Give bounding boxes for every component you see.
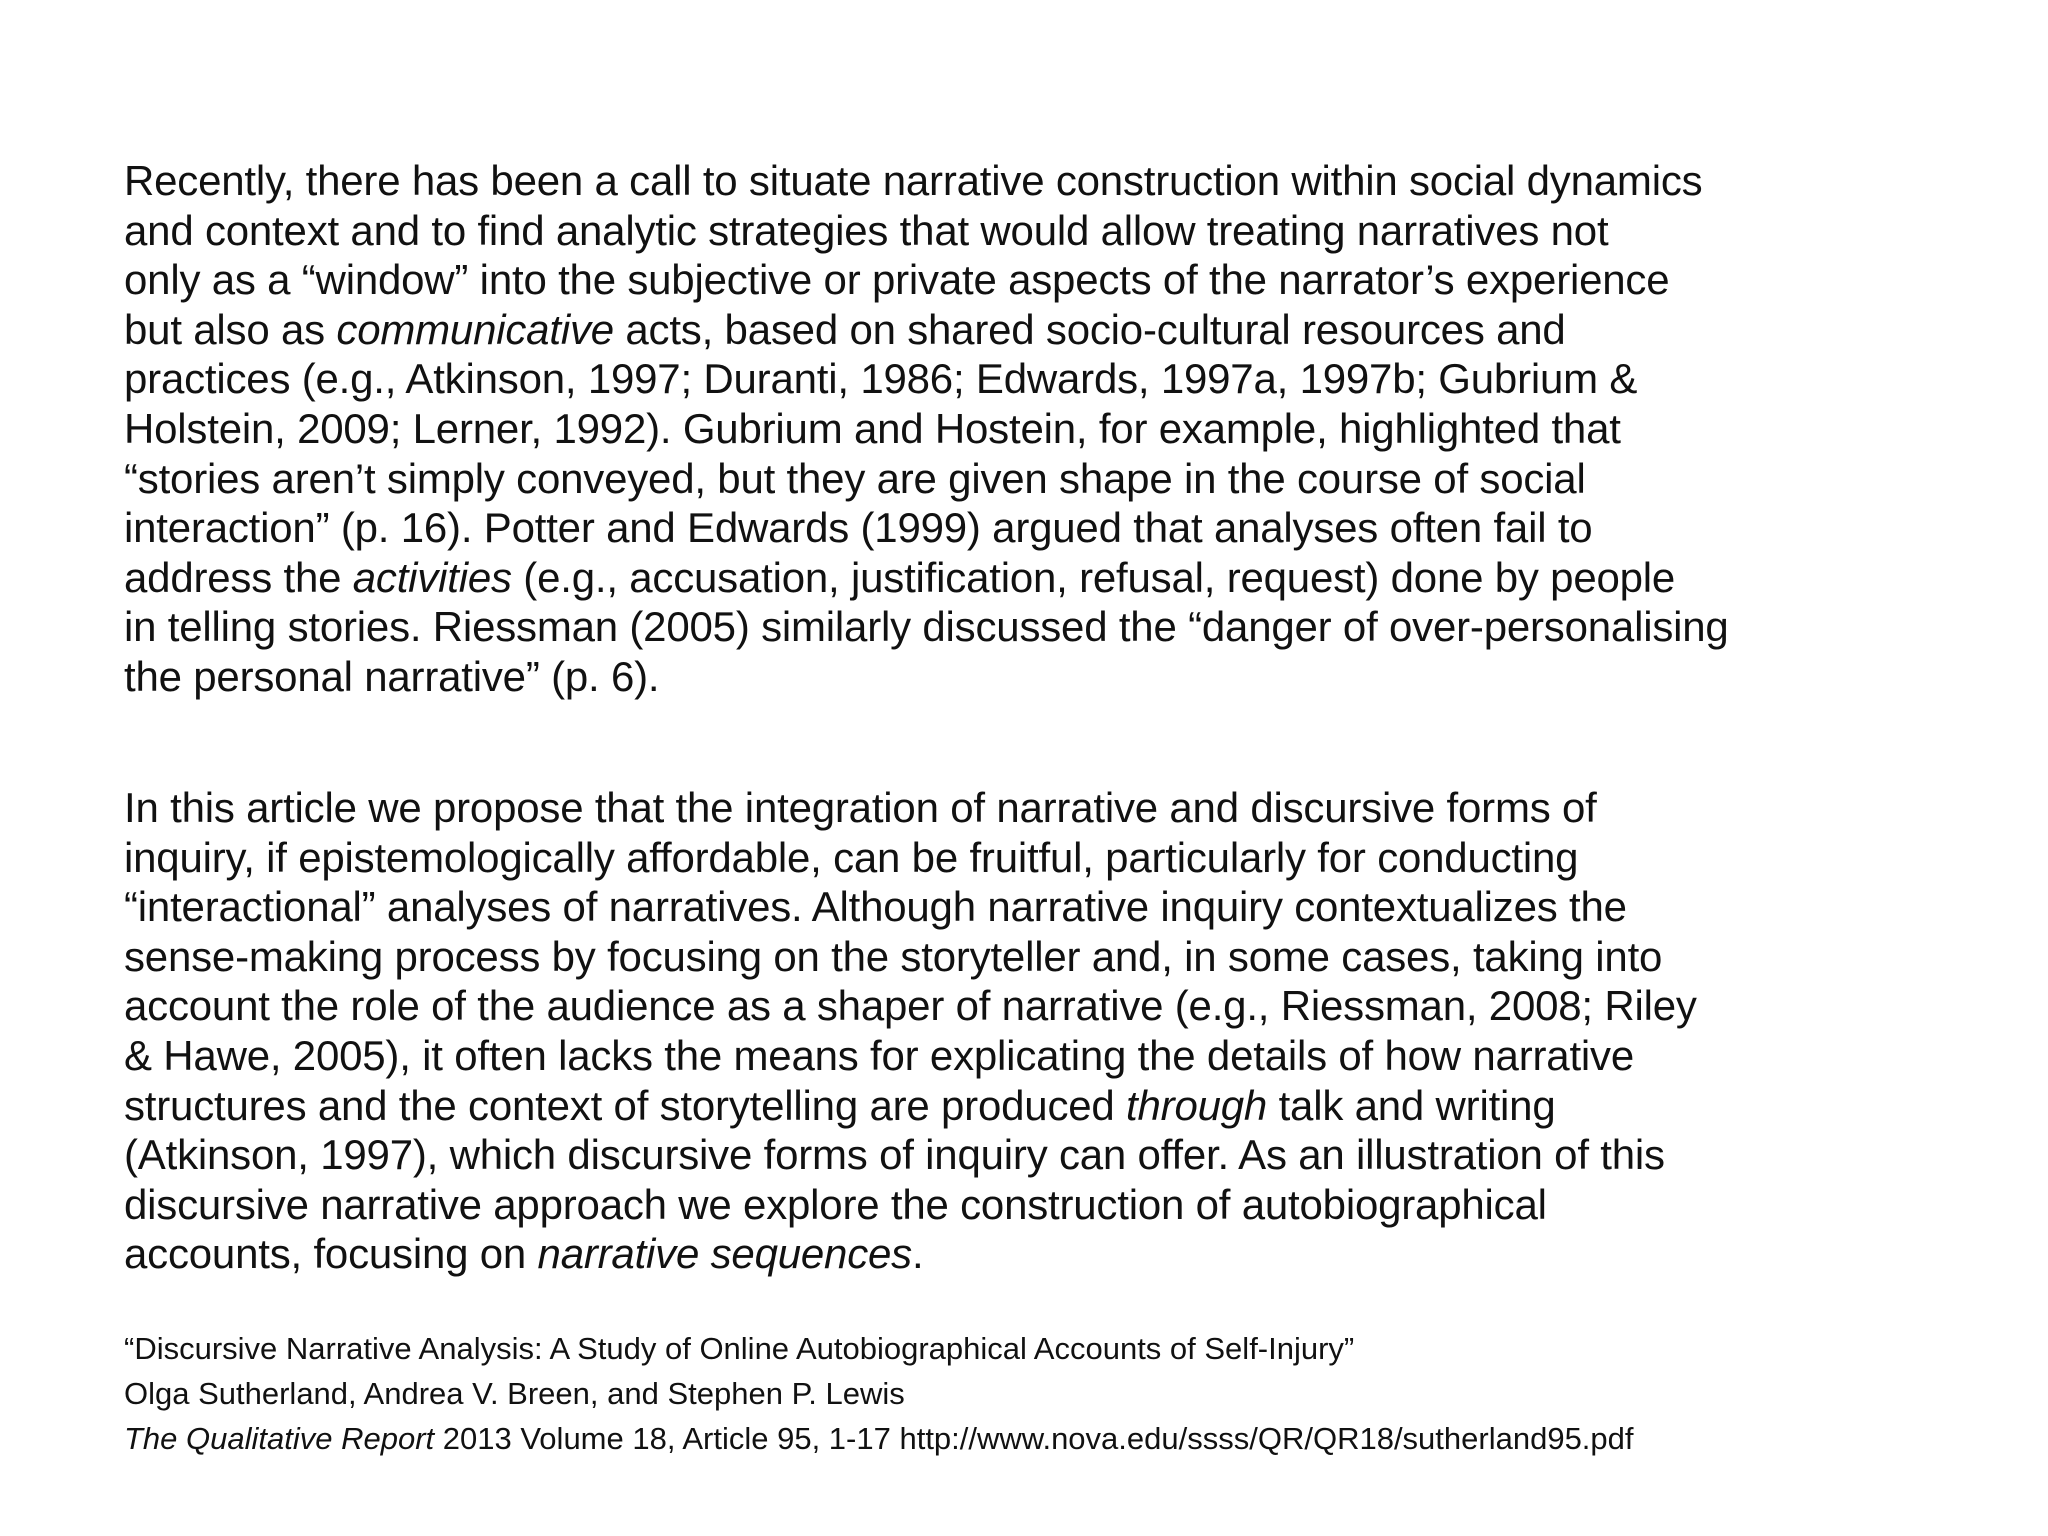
emphasis-through: through: [1126, 1081, 1268, 1129]
text-line: “interactional” analyses of narratives. Although narrative inquiry contextualizes the: [124, 883, 1627, 931]
text-line: inquiry, if epistemologically affordable, can be fruitful, particularly for conducting: [124, 833, 1579, 881]
emphasis-communicative: communicative: [336, 305, 614, 353]
text-line: in telling stories. Riessman (2005) similarly discussed the “danger of over-personalising: [124, 603, 1729, 651]
text-line: [124, 305, 1954, 355]
text-line: Recently, there has been a call to situate narrative construction within social dynamics: [124, 157, 1703, 204]
text-segment: talk and writing: [1267, 1081, 1556, 1129]
text-segment: but also as: [124, 305, 337, 353]
citation-journal: The Qualitative Report: [124, 1421, 435, 1456]
text-line: [124, 1229, 1954, 1279]
text-line: [124, 1081, 1954, 1131]
text-line: and context and to find analytic strategies that would allow treating narratives not: [124, 206, 1609, 254]
citation-details: 2013 Volume 18, Article 95, 1-17 http://www.nova.edu/ssss/QR/QR18/sutherland95.pdf: [434, 1421, 1634, 1456]
text-line: discursive narrative approach we explore the construction of autobiographical: [124, 1180, 1547, 1228]
emphasis-activities: activities: [352, 553, 512, 601]
paragraph-recently: [124, 156, 1954, 702]
text-line: only as a “window” into the subjective or private aspects of the narrator’s experience: [124, 256, 1670, 304]
citation-title: “Discursive Narrative Analysis: A Study of Online Autobiographical Accounts of Self-Injury”: [124, 1331, 1355, 1366]
text-line: interaction” (p. 16). Potter and Edwards (1999) argued that analyses often fail to: [124, 504, 1593, 552]
text-line: In this article we propose that the integration of narrative and discursive forms of: [124, 784, 1597, 831]
text-line: (Atkinson, 1997), which discursive forms of inquiry can offer. As an illustration of this: [124, 1131, 1665, 1179]
text-line: & Hawe, 2005), it often lacks the means for explicating the details of how narrative: [124, 1031, 1635, 1079]
text-segment: (e.g., accusation, justification, refusal, request) done by people: [511, 553, 1676, 601]
text-line: Holstein, 2009; Lerner, 1992). Gubrium and Hostein, for example, highlighted that: [124, 404, 1621, 452]
text-line: sense-making process by focusing on the storyteller and, in some cases, taking into: [124, 932, 1663, 980]
text-segment: .: [911, 1230, 924, 1278]
source-citation: [124, 1326, 1954, 1461]
text-line: the personal narrative” (p. 6).: [124, 652, 660, 700]
text-segment: accounts, focusing on: [124, 1230, 538, 1278]
text-line: practices (e.g., Atkinson, 1997; Duranti, 1986; Edwards, 1997a, 1997b; Gubrium &: [124, 355, 1638, 403]
text-line: “stories aren’t simply conveyed, but they are given shape in the course of social: [124, 454, 1586, 502]
citation-authors: Olga Sutherland, Andrea V. Breen, and Stephen P. Lewis: [124, 1376, 905, 1411]
text-segment: address the: [124, 553, 353, 601]
paragraph-in-this-article: [124, 783, 1954, 1279]
citation-journal-line: [124, 1416, 1954, 1461]
text-line: account the role of the audience as a shaper of narrative (e.g., Riessman, 2008; Riley: [124, 982, 1697, 1030]
emphasis-narrative-sequences: narrative sequences: [537, 1230, 912, 1278]
text-segment: acts, based on shared socio-cultural resources and: [613, 305, 1566, 353]
text-line: [124, 553, 1954, 603]
text-segment: structures and the context of storytelling are produced: [124, 1081, 1127, 1129]
